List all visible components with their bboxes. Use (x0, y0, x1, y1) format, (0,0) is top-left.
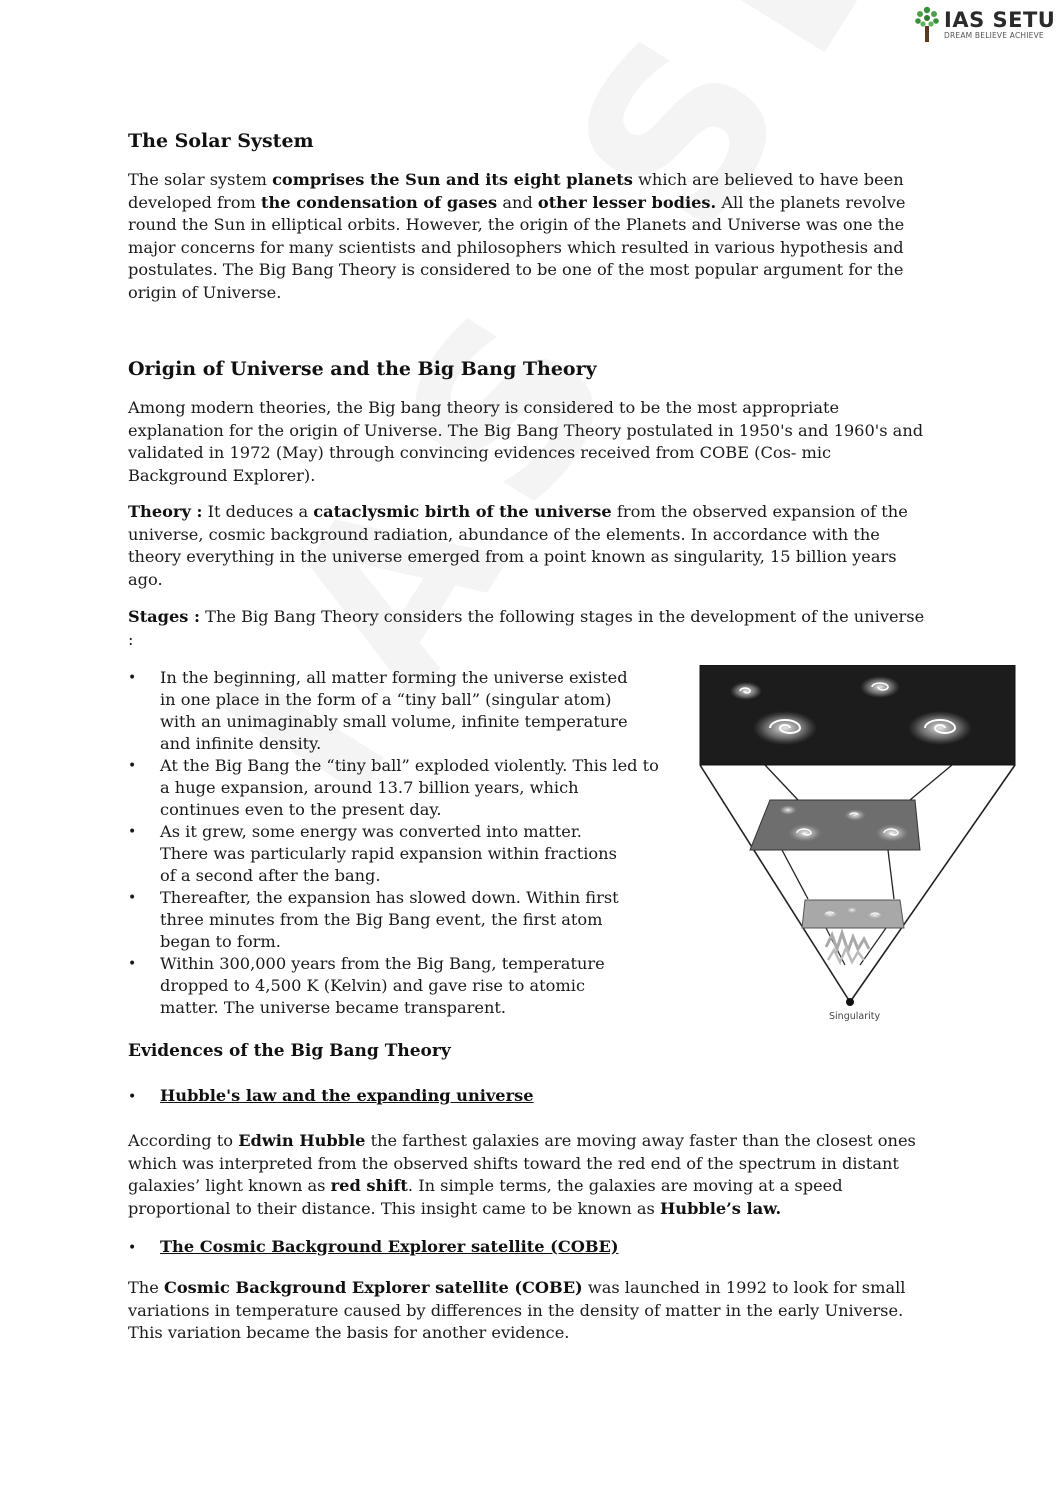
list-item: • In the beginning, all matter forming the universe existed in one place in the form of a “tiny ball” (singular atom) with an unimaginably small volume, infinite temperature and infinite density. (128, 667, 640, 755)
galaxy-icon (730, 682, 762, 700)
galaxy-icon (908, 711, 972, 745)
cobe-paragraph: The Cosmic Background Explorer satellite (COBE) was launched in 1992 to look for small variations in temperature caused by differences in the density of matter in the early Universe. This variation became the basis for another evidence. (128, 1278, 906, 1343)
hubble-subheading: • Hubble's law and the expanding universe (128, 1086, 534, 1105)
galaxy-icon (860, 676, 900, 698)
logo-name: IAS SETU (944, 7, 1056, 32)
singularity-point (846, 998, 854, 1006)
tree-logo-icon (914, 4, 940, 44)
origin-heading: Origin of Universe and the Big Bang Theory (128, 358, 597, 380)
big-bang-diagram (690, 665, 1030, 1025)
stages-paragraph: Stages : The Big Bang Theory considers the following stages in the development of the universe : (128, 607, 925, 649)
logo-tagline: DREAM BELIEVE ACHIEVE (944, 30, 1044, 40)
theory-paragraph: Theory : It deduces a cataclysmic birth of the universe from the observed expansion of the universe, cosmic background radiation, abundance of the elements. In accordance with the theory everything in the universe emerged from a point known as singularity, 15 billion years ago. (128, 502, 908, 589)
list-item: • At the Big Bang the “tiny ball” exploded violently. This led to a huge expansion, around 13.7 billion years, which continues even to the present day. (128, 755, 660, 821)
solar-system-paragraph: The solar system comprises the Sun and its eight planets which are believed to have been developed from the condensation of gases and other lesser bodies. All the planets revolve round the Sun in elliptical orbits. However, the origin of the Planets and Universe was one the major concerns for many scientists and philosophers which resulted in various hypothesis and postulates. The Big Bang Theory is considered to be one of the most popular argument for the origin of Universe. (128, 170, 906, 302)
cobe-subheading: • The Cosmic Background Explorer satellite (COBE) (128, 1237, 619, 1256)
solar-system-heading: The Solar System (128, 130, 314, 152)
logo (914, 4, 1055, 44)
hubble-paragraph: According to Edwin Hubble the farthest galaxies are moving away faster than the closest ones which was interpreted from the observed shifts toward the red end of the spectrum in distant galaxies’ light known as red shift. In simple terms, the galaxies are moving at a speed proportional to their distance. This insight came to be known as Hubble’s law. (128, 1131, 916, 1218)
list-item: • Within 300,000 years from the Big Bang, temperature dropped to 4,500 K (Kelvin) and gave rise to atomic matter. The universe became transparent. (128, 953, 640, 1019)
origin-intro-paragraph: Among modern theories, the Big bang theory is considered to be the most appropriate explanation for the origin of Universe. The Big Bang Theory postulated in 1950's and 1960's and validated in 1972 (May) through convincing evidences received from COBE (Cos- mic Background Explorer). (128, 398, 924, 485)
stages-list (128, 667, 673, 1019)
galaxy-icon (753, 711, 817, 745)
singularity-label: Singularity (829, 1011, 881, 1022)
list-item: • Thereafter, the expansion has slowed down. Within first three minutes from the Big Bang event, the first atom began to form. (128, 887, 640, 953)
list-item: • As it grew, some energy was converted into matter. There was particularly rapid expansion within fractions of a second after the bang. (128, 821, 635, 887)
evidence-heading: Evidences of the Big Bang Theory (128, 1041, 451, 1061)
